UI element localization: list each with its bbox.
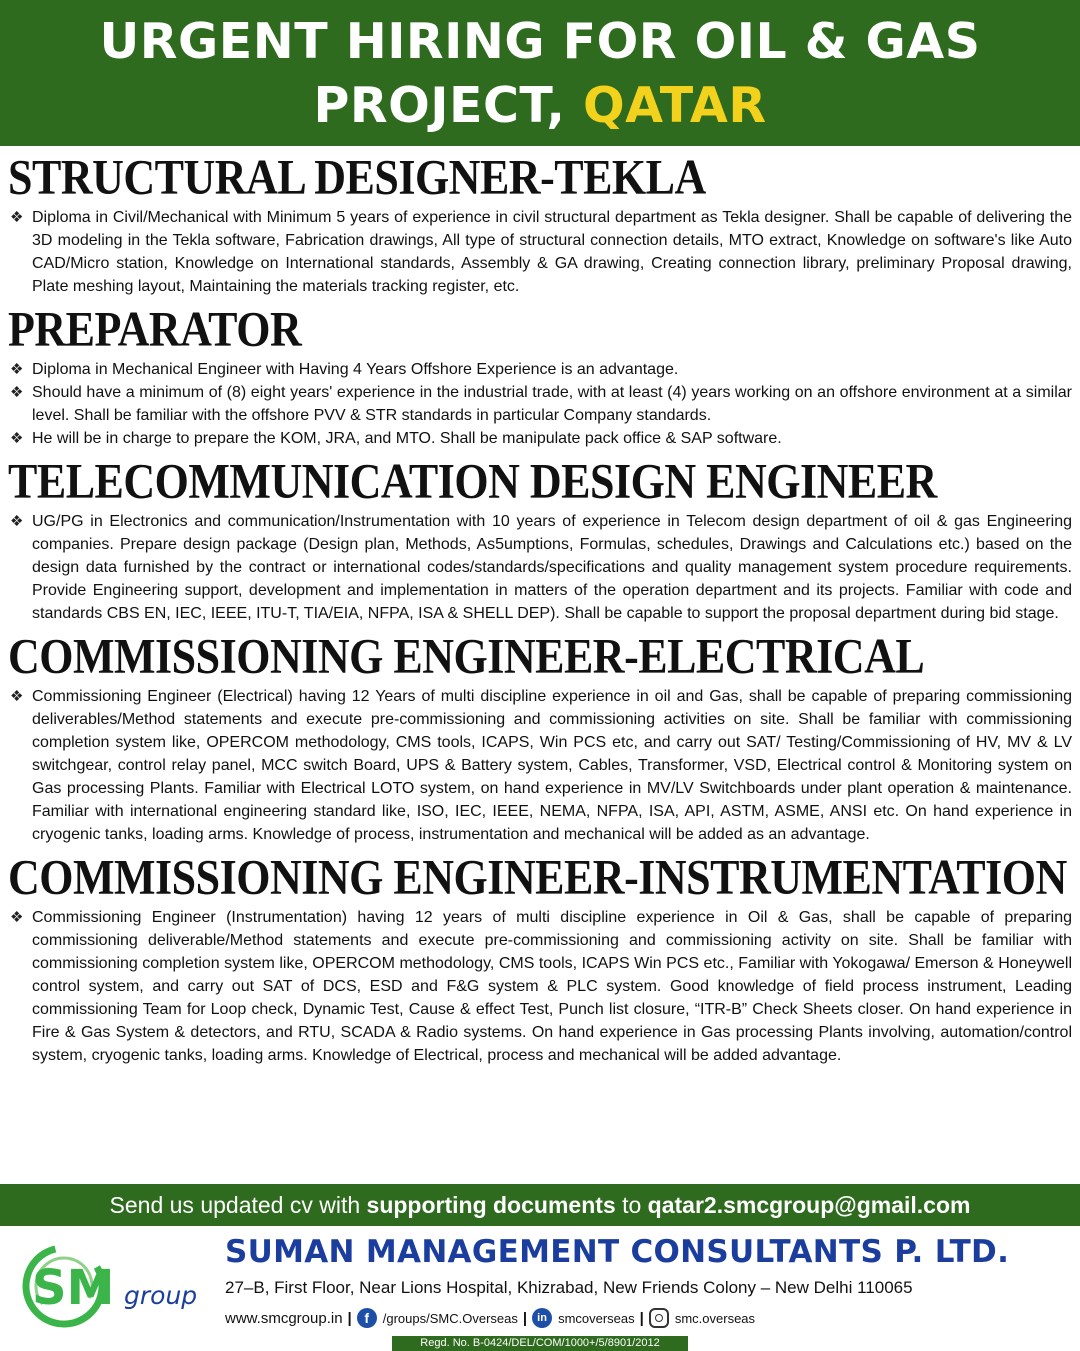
bullet-diamond-icon: ❖ — [10, 513, 24, 530]
job-section — [0, 152, 1080, 298]
email-bar-middle: to — [615, 1192, 648, 1218]
requirement-item — [8, 427, 1072, 450]
bullet-diamond-icon: ❖ — [10, 688, 24, 705]
linkedin-link[interactable]: smcoverseas — [558, 1310, 635, 1326]
job-title: COMMISSIONING ENGINEER-INSTRUMENTATION — [8, 850, 1067, 905]
separator: | — [522, 1309, 528, 1327]
requirement-item — [8, 906, 1072, 1067]
footer — [0, 1226, 1080, 1351]
requirement-item — [8, 685, 1072, 846]
logo-word: group — [124, 1281, 198, 1310]
instagram-link[interactable]: smc.overseas — [674, 1310, 756, 1326]
header-banner — [0, 0, 1080, 146]
header-title-prefix: PROJECT, — [313, 77, 584, 134]
facebook-icon: f — [357, 1308, 377, 1328]
requirement-item — [8, 358, 1072, 381]
job-requirements — [8, 685, 1072, 846]
bullet-diamond-icon: ❖ — [10, 209, 24, 226]
job-requirements — [8, 906, 1072, 1067]
job-section — [0, 852, 1080, 1067]
requirement-text: Commissioning Engineer (Instrumentation) having 12 years of multi discipline experience in Oil & Gas, shall be capable of preparing commissioning deliverable/Method statements and execute pre-commissioning and commissioning activity on site. Shall be familiar with commissioning completion system like, OPERCOM methodology, CMS tools, ICAPS Win PCS etc., Familiar with Yokogawa/ Emerson & Honeywell control system, and carry out SAT of DCS, ESD and F&G system & PLC system. Good knowledge of field process instrument, Leading commissioning Team for Loop check, Dynamic Test, Cause & effect Test, Punch list closure, “ITR-B” Check Sheets closer. On hand experience in Fire & Gas System & detectors, and RTU, SCADA & Radio systems. On hand experience in Gas processing Plants involving, automation/control system, cryogenic tanks, loading arms. Knowledge of Electrical, process and mechanical will be added advantage. — [32, 909, 1072, 1064]
header-title-line1: URGENT HIRING FOR OIL & GAS — [99, 13, 981, 70]
job-listings — [0, 146, 1080, 1067]
requirement-item — [8, 381, 1072, 427]
requirement-text: Should have a minimum of (8) eight years' experience in the industrial trade, with at least (4) years working on an offshore environment at a similar level. Shall be familiar with the offshore PVV & STR standards in particular Company standards. — [32, 384, 1072, 424]
company-logo — [18, 1238, 208, 1334]
job-title: COMMISSIONING ENGINEER-ELECTRICAL — [8, 629, 925, 684]
job-requirements — [8, 358, 1072, 450]
job-title: STRUCTURAL DESIGNER-TEKLA — [8, 150, 706, 205]
requirement-text: He will be in charge to prepare the KOM, JRA, and MTO. Shall be manipulate pack office & SAP software. — [32, 430, 782, 447]
job-section — [0, 456, 1080, 625]
bullet-diamond-icon: ❖ — [10, 909, 24, 926]
separator: | — [347, 1309, 352, 1327]
header-title-highlight: QATAR — [583, 77, 767, 134]
company-address: 27–B, First Floor, Near Lions Hospital, Khizrabad, New Friends Colony – New Delhi 110065 — [225, 1278, 913, 1297]
requirement-text: Commissioning Engineer (Electrical) having 12 Years of multi discipline experience in oil and Gas, shall be capable of preparing commissioning deliverables/Method statements and execute pre-commissioning and commissioning activities on site. Shall be familiar with commissioning completion system like, OPERCOM methodology, CMS tools, ICAPS, Win PCS etc, and carry out SAT/ Testing/Commissioning of HV, MV & LV switchgear, control relay panel, MCC switch Board, UPS & Battery system, Cables, Transformer, VSD, Electrical control & Monitoring system on Gas processing Plants. Familiar with Electrical LOTO system, on hand experience in MV/LV Switchboards under plant operation & maintenance. Familiar with international engineering standard like, ISO, IEC, IEEE, NEMA, NFPA, ISA, API, ASTM, ASME, ANSI etc. On hand experience in cryogenic tanks, loading arms. Knowledge of process, instrumentation and mechanical will be added as an advantage. — [32, 688, 1072, 843]
requirement-text: Diploma in Civil/Mechanical with Minimum 5 years of experience in civil structural department as Tekla designer. Shall be capable of delivering the 3D modeling in the Tekla software, Fabrication drawings, All type of structural connection details, MTO extract, Knowledge on software's like Auto CAD/Micro station, Knowledge on International standards, Assembly & GA drawing, Creating connection library, preliminary Proposal drawing, Plate meshing layout, Maintaining the materials tracking register, etc. — [32, 209, 1072, 295]
job-requirements — [8, 510, 1072, 625]
job-requirements — [8, 206, 1072, 298]
facebook-link[interactable]: /groups/SMC.Overseas — [382, 1310, 518, 1326]
requirement-item — [8, 206, 1072, 298]
email-bar-bold: supporting documents — [366, 1192, 616, 1218]
job-title: TELECOMMUNICATION DESIGN ENGINEER — [8, 454, 937, 509]
email-address[interactable]: qatar2.smcgroup@gmail.com — [647, 1192, 971, 1218]
job-title: PREPARATOR — [8, 302, 302, 357]
job-section — [0, 304, 1080, 450]
requirement-text: UG/PG in Electronics and communication/Instrumentation with 10 years of experience in Telecom design department of oil & gas Engineering companies. Prepare design package (Design plan, Methods, As5umptions, Formulas, schedules, Drawings and Calculations etc.) based on the design data furnished by the contract or international codes/standards/specifications and quality management system procedure requirements. Provide Engineering support, development and implementation in matters of the operation department and its projects. Familiar with code and standards CBS EN, IEC, IEEE, ITU-T, TIA/EIA, NFPA, ISA & SHELL DEP). Shall be capable to support the proposal department during bid stage. — [32, 513, 1072, 622]
instagram-icon — [649, 1308, 669, 1328]
bullet-diamond-icon: ❖ — [10, 384, 24, 401]
website-link[interactable]: www.smcgroup.in — [225, 1309, 343, 1327]
bullet-diamond-icon: ❖ — [10, 361, 24, 378]
email-bar — [0, 1184, 1080, 1226]
bullet-diamond-icon: ❖ — [10, 430, 24, 447]
registration-number: Regd. No. B-0424/DEL/COM/1000+/5/8901/2012 — [392, 1336, 688, 1351]
requirement-item — [8, 510, 1072, 625]
requirement-text: Diploma in Mechanical Engineer with Having 4 Years Offshore Experience is an advantage. — [32, 361, 679, 378]
company-name: SUMAN MANAGEMENT CONSULTANTS P. LTD. — [225, 1234, 1010, 1270]
email-bar-prefix: Send us updated cv with — [109, 1192, 367, 1218]
social-links — [225, 1308, 755, 1328]
separator: | — [639, 1309, 644, 1327]
linkedin-icon: in — [532, 1308, 552, 1328]
job-section — [0, 631, 1080, 846]
header-title-line2 — [0, 74, 1080, 138]
logo-letters: SM — [32, 1260, 115, 1316]
